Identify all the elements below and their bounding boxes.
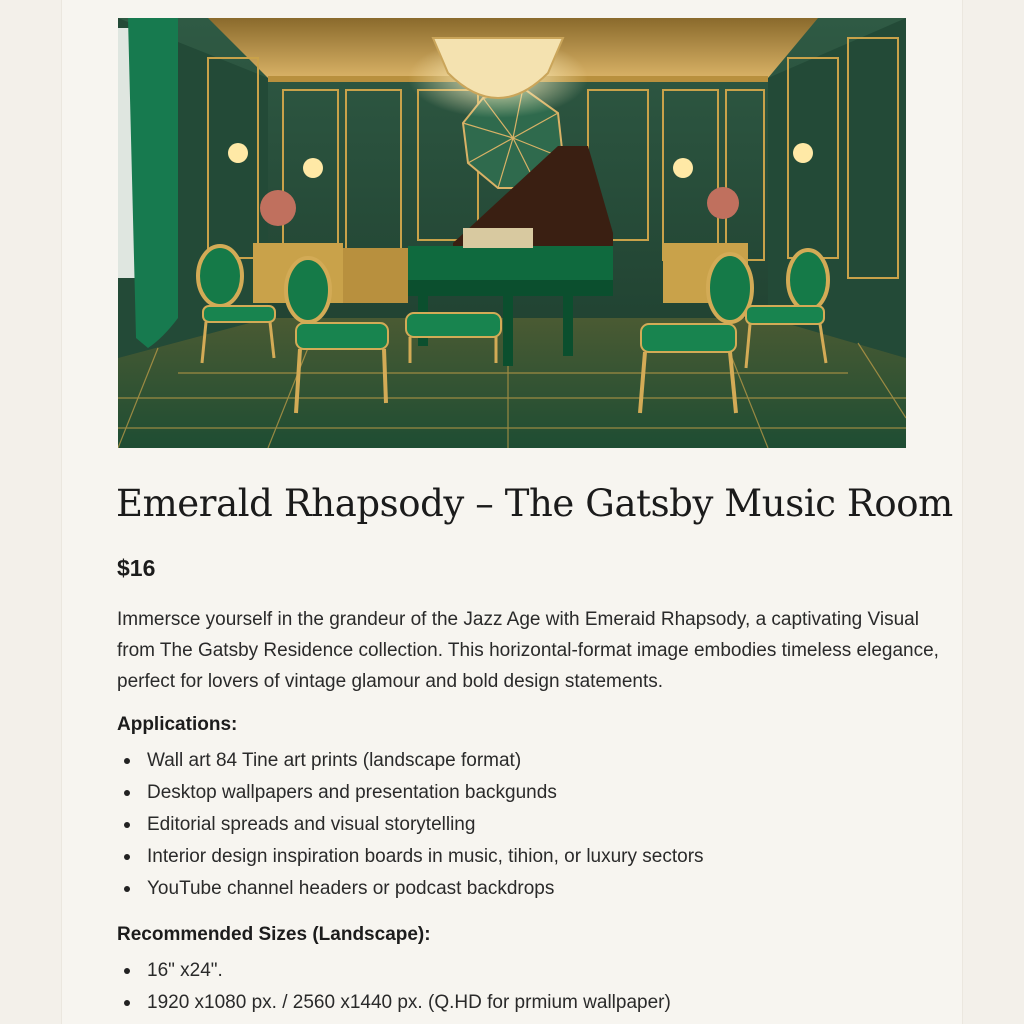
sizes-heading: Recommended Sizes (Landscape):	[117, 924, 431, 945]
bullet-icon	[124, 822, 130, 828]
list-item-text: Desktop wallpapers and presentation backgunds	[147, 782, 557, 803]
list-item-text: Wall art 84 Tine art prints (landscape format)	[147, 750, 522, 771]
list-item-text: 1920 x1080 px. / 2560 x1440 px. (Q.HD for prmium wallpaper)	[147, 992, 671, 1013]
bullet-icon	[124, 1000, 130, 1006]
bullet-icon	[124, 886, 130, 892]
music-room-illustration	[118, 18, 906, 448]
bullet-icon	[124, 854, 130, 860]
product-description: Immersce yourself in the grandeur of the Jazz Age with Emeraid Rhapsody, a captivating Visual from The Gatsby Residence collection. This horizontal-format image embodies timeless elegance, perfect for lovers of vintage glamour and bold design statements.	[117, 609, 939, 692]
list-item-text: YouTube channel headers or podcast backdrops	[147, 878, 555, 899]
applications-heading: Applications:	[117, 714, 238, 735]
bullet-icon	[124, 790, 130, 796]
list-item	[117, 745, 704, 777]
list-item	[117, 777, 704, 809]
list-item-text: 16" x24".	[147, 960, 223, 981]
list-item-text: Editorial spreads and visual storytelling	[147, 814, 476, 835]
product-title: Emerald Rhapsody – The Gatsby Music Room	[116, 482, 953, 525]
bullet-icon	[124, 758, 130, 764]
list-item	[117, 809, 704, 841]
applications-list	[117, 745, 704, 905]
list-item	[117, 987, 671, 1019]
sizes-list	[117, 955, 671, 1019]
list-item	[117, 841, 704, 873]
product-image[interactable]	[118, 18, 906, 448]
product-price: $16	[117, 555, 156, 581]
list-item	[117, 873, 704, 905]
list-item	[117, 955, 671, 987]
bullet-icon	[124, 968, 130, 974]
list-item-text: Interior design inspiration boards in music, tihion, or luxury sectors	[147, 846, 704, 867]
